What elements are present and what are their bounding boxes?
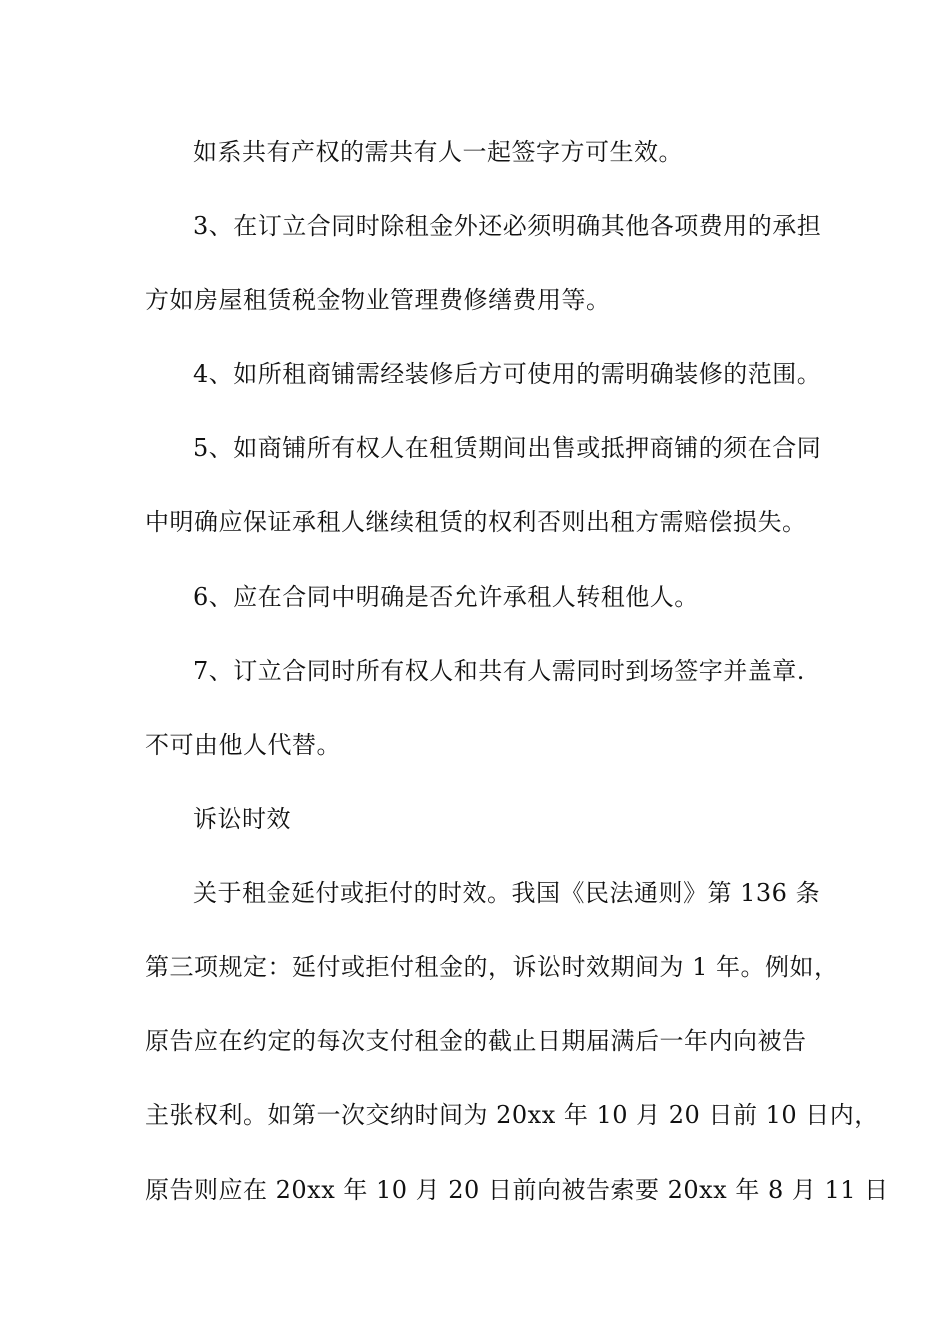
paragraph-line: 关于租金延付或拒付的时效。我国《民法通则》第 136 条 [193,879,821,907]
paragraph-line: 7、订立合同时所有权人和共有人需同时到场签字并盖章. [193,657,805,685]
paragraph-line: 3、在订立合同时除租金外还必须明确其他各项费用的承担 [193,212,822,240]
paragraph-line: 中明确应保证承租人继续租赁的权利否则出租方需赔偿损失。 [145,508,807,536]
paragraph-line: 不可由他人代替。 [145,731,341,759]
paragraph-line: 第三项规定：延付或拒付租金的，诉讼时效期间为 1 年。例如， [145,953,839,981]
paragraph-line: 主张权利。如第一次交纳时间为 20xx 年 10 月 20 日前 10 日内， [145,1101,879,1129]
paragraph-line: 4、如所租商铺需经装修后方可使用的需明确装修的范围。 [193,360,822,388]
paragraph-line: 原告应在约定的每次支付租金的截止日期届满后一年内向被告 [145,1027,807,1055]
section-heading: 诉讼时效 [193,805,291,833]
paragraph-line: 5、如商铺所有权人在租赁期间出售或抵押商铺的须在合同 [193,434,822,462]
paragraph-line: 6、应在合同中明确是否允许承租人转租他人。 [193,583,699,611]
paragraph-line: 原告则应在 20xx 年 10 月 20 日前向被告索要 20xx 年 8 月 11 日 [145,1176,889,1204]
paragraph-line: 如系共有产权的需共有人一起签字方可生效。 [193,138,683,166]
paragraph-line: 方如房屋租赁税金物业管理费修缮费用等。 [145,286,611,314]
